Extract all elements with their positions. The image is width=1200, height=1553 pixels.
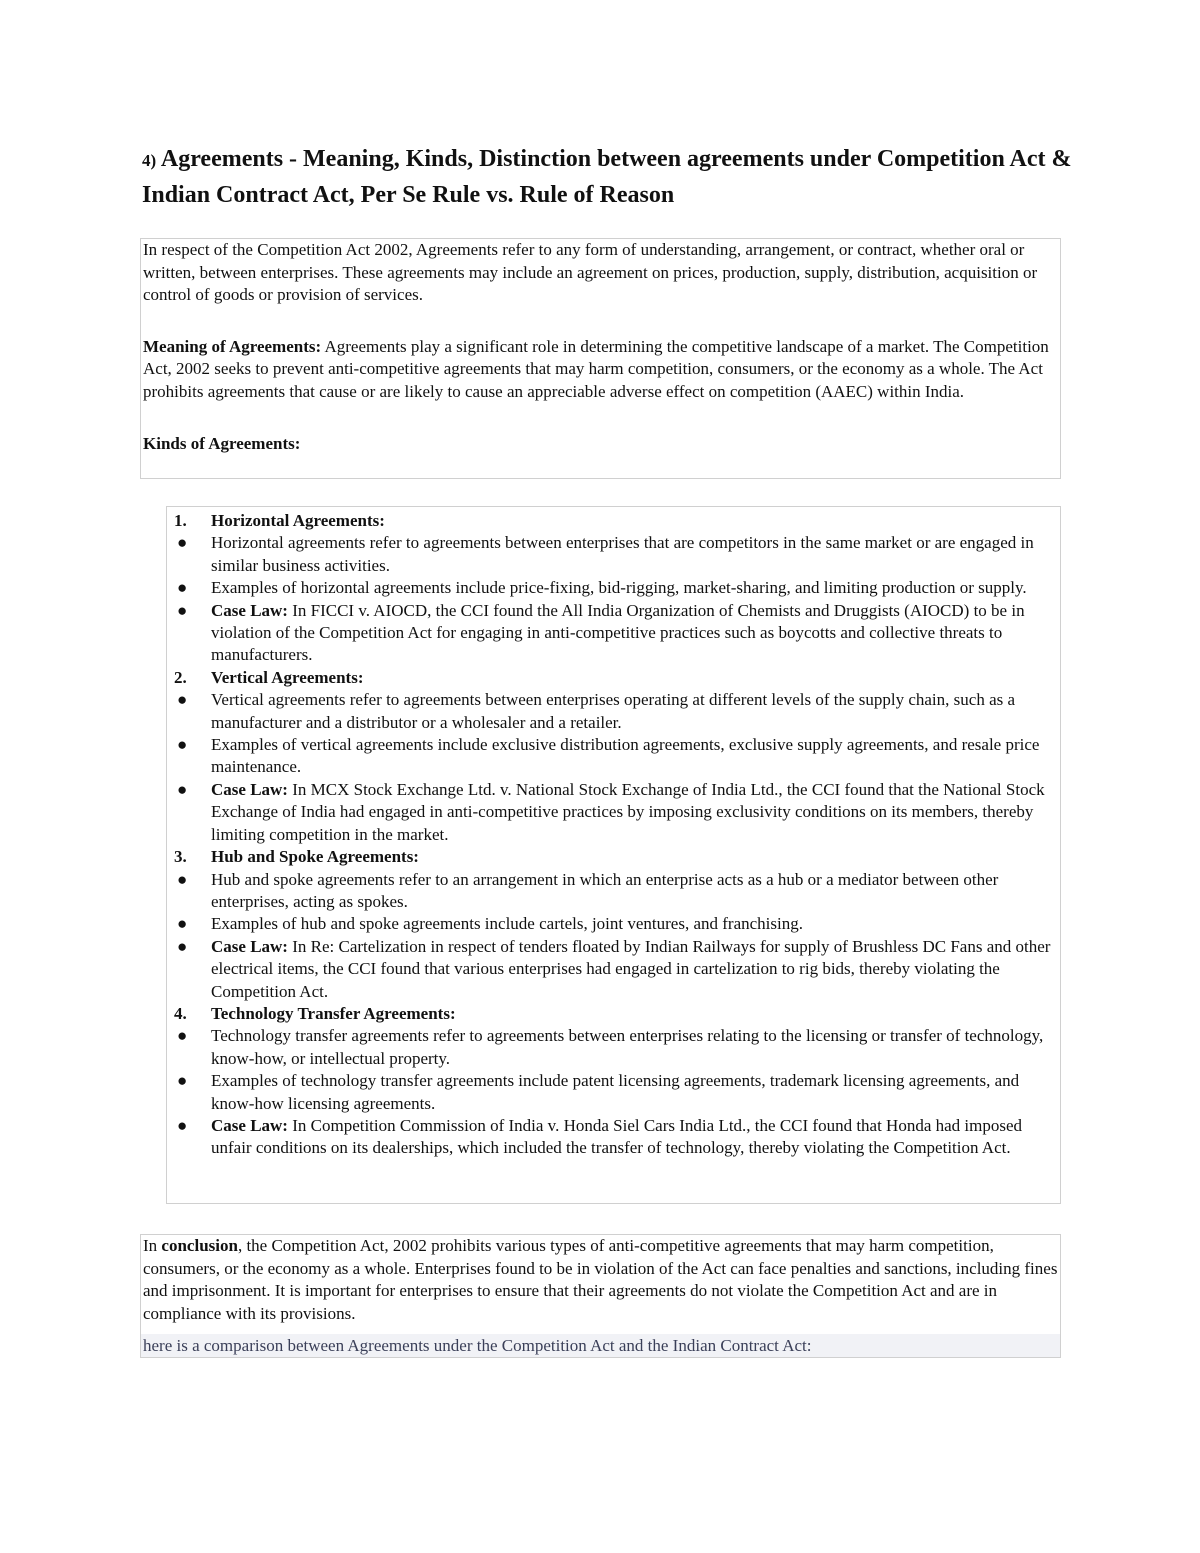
conclusion-paragraph [143, 1235, 1058, 1325]
bullet-icon: ● [177, 1115, 188, 1135]
list-bullet-case-law [167, 600, 1060, 667]
bullet-icon: ● [177, 690, 188, 710]
list-bullet-case-law [167, 1115, 1060, 1160]
list-item-heading [167, 1003, 1060, 1025]
bullet-icon: ● [177, 869, 188, 889]
meaning-label: Meaning of Agreements: [143, 336, 322, 356]
list-number: 1. [174, 511, 187, 530]
case-law-label: Case Law: [211, 936, 288, 956]
kinds-heading [143, 433, 1058, 456]
list-heading-text: Horizontal Agreements: [211, 511, 385, 530]
list-number: 4. [174, 1003, 187, 1023]
conclusion-bold: conclusion [161, 1236, 238, 1255]
bullet-text: Examples of vertical agreements include exclusive distribution agreements, exclusive supply agreements, and resale price maintenance. [211, 735, 1040, 777]
case-law-label: Case Law: [211, 600, 288, 620]
list-item-heading [167, 510, 1060, 532]
list-bullet [167, 913, 1060, 935]
bullet-text: Examples of hub and spoke agreements include cartels, joint ventures, and franchising. [211, 914, 803, 934]
bullet-text: Horizontal agreements refer to agreements between enterprises that are competitors in the same market or are engaged in similar business activities. [211, 533, 1034, 575]
bullet-icon: ● [177, 600, 188, 620]
case-law-label: Case Law: [211, 1115, 288, 1135]
list-heading-text: Technology Transfer Agreements: [211, 1003, 456, 1023]
bullet-icon: ● [177, 936, 188, 956]
list-bullet [167, 734, 1060, 779]
section-title [142, 142, 1072, 212]
bullet-icon: ● [177, 578, 188, 598]
bullet-text: Examples of horizontal agreements include price-fixing, bid-rigging, market-sharing, and limiting production or supply. [211, 578, 1027, 598]
case-law-text: In Re: Cartelization in respect of tenders floated by Indian Railways for supply of Brushless DC Fans and other electrical items, the CCI found that various enterprises had engaged in cartelization to rig bids, thereby violating the Competition Act. [211, 936, 1051, 1001]
intro-block [140, 238, 1061, 479]
conclusion-prefix: In [143, 1236, 162, 1255]
meaning-paragraph [143, 336, 1058, 404]
conclusion-block [140, 1234, 1061, 1358]
list-bullet [167, 577, 1060, 599]
bullet-icon: ● [177, 779, 188, 799]
meaning-text: Agreements play a significant role in determining the competitive landscape of a market. The Competition Act, 2002 seeks to prevent anti-competitive agreements that may harm competition, consumers, or the economy as a whole. The Act prohibits agreements that cause or are likely to cause an appreciable adverse effect on competition (AAEC) within India. [143, 336, 1049, 401]
bullet-icon: ● [177, 1026, 188, 1046]
case-law-label: Case Law: [211, 779, 288, 799]
bullet-icon: ● [177, 533, 188, 553]
list-item-heading [167, 846, 1060, 868]
list-bullet [167, 532, 1060, 577]
conclusion-text: , the Competition Act, 2002 prohibits various types of anti-competitive agreements that may harm competition, consumers, or the economy as a whole. Enterprises found to be in violation of the Act can face penalties and sanctions, including fines and imprisonment. It is important for enterprises to ensure that their agreements do not violate the Competition Act and are in compliance with its provisions. [143, 1236, 1058, 1323]
kinds-label: Kinds of Agreements: [143, 433, 301, 453]
section-title-text: Agreements - Meaning, Kinds, Distinction between agreements under Competition Act & Indian Contract Act, Per Se Rule vs. Rule of Reason [142, 146, 1072, 208]
list-heading-text: Vertical Agreements: [211, 667, 364, 687]
list-bullet [167, 869, 1060, 914]
case-law-text: In Competition Commission of India v. Honda Siel Cars India Ltd., the CCI found that Honda had imposed unfair conditions on its dealerships, which included the transfer of technology, thereby violating the Competition Act. [211, 1115, 1023, 1158]
bullet-icon: ● [177, 1071, 188, 1091]
kinds-list [166, 506, 1061, 1204]
list-bullet-case-law [167, 779, 1060, 846]
bullet-text: Examples of technology transfer agreements include patent licensing agreements, trademark licensing agreements, and know-how licensing agreements. [211, 1071, 1020, 1113]
comparison-line: here is a comparison between Agreements under the Competition Act and the Indian Contract Act: [141, 1334, 1060, 1357]
list-bullet [167, 1070, 1060, 1115]
list-item-heading [167, 667, 1060, 689]
case-law-text: In MCX Stock Exchange Ltd. v. National Stock Exchange of India Ltd., the CCI found that the National Stock Exchange of India had engaged in anti-competitive practices by imposing exclusivity conditions on its members, thereby limiting competition in the market. [211, 779, 1045, 844]
bullet-icon: ● [177, 735, 188, 755]
bullet-text: Technology transfer agreements refer to agreements between enterprises relating to the licensing or transfer of technology, know-how, or intellectual property. [211, 1026, 1044, 1068]
bullet-text: Vertical agreements refer to agreements between enterprises operating at different levels of the supply chain, such as a manufacturer and a distributor or a wholesaler and a retailer. [211, 690, 1016, 732]
list-number: 3. [174, 847, 187, 867]
list-bullet [167, 689, 1060, 734]
list-number: 2. [174, 667, 187, 687]
case-law-text: In FICCI v. AIOCD, the CCI found the All India Organization of Chemists and Druggists (AIOCD) to be in violation of the Competition Act for engaging in anti-competitive practices such as boycotts and collective threats to manufacturers. [211, 600, 1025, 665]
list-bullet-case-law [167, 936, 1060, 1003]
intro-paragraph: In respect of the Competition Act 2002, Agreements refer to any form of understanding, arrangement, or contract, whether oral or written, between enterprises. These agreements may include an agreement on prices, production, supply, distribution, acquisition or control of goods or provision of services. [143, 240, 1038, 305]
bullet-text: Hub and spoke agreements refer to an arrangement in which an enterprise acts as a hub or a mediator between other enterprises, acting as spokes. [211, 869, 999, 911]
list-bullet [167, 1025, 1060, 1070]
section-number: 4) [142, 151, 157, 170]
list-heading-text: Hub and Spoke Agreements: [211, 847, 419, 867]
bullet-icon: ● [177, 914, 188, 934]
